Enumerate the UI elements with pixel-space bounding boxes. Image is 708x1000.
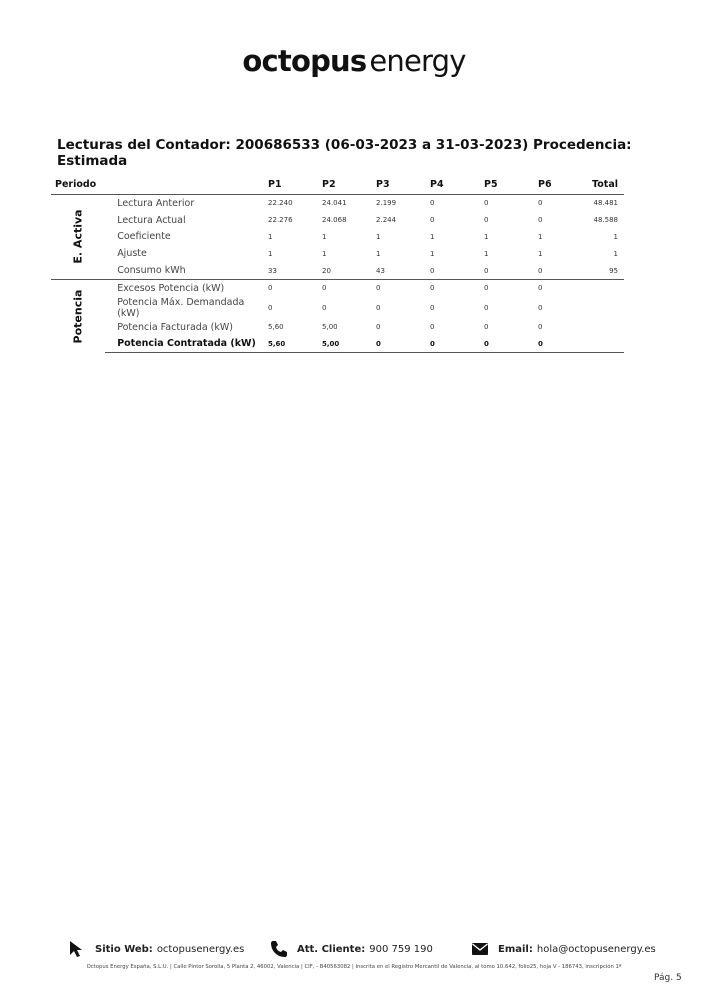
- cell-p3: 0: [372, 279, 426, 296]
- header-total: Total: [588, 175, 624, 195]
- cell-p6: 0: [538, 216, 543, 225]
- cell-p4: 0: [430, 266, 435, 275]
- cell-total: 48.481: [593, 199, 618, 208]
- table-row: [51, 319, 624, 336]
- cell-p2: 0: [318, 279, 372, 296]
- cell-p2: 1: [322, 232, 327, 241]
- logo-word-energy: energy: [369, 44, 466, 78]
- cell-p5: 0: [484, 303, 489, 312]
- cell-p6: 1: [538, 249, 543, 258]
- cell-p4: 1: [430, 249, 435, 258]
- row-label: Potencia Contratada (kW): [105, 336, 264, 353]
- header-periodo: Periodo: [51, 175, 264, 195]
- footer-phone[interactable]: [270, 940, 433, 958]
- table-row: [51, 212, 624, 229]
- cell-p2: 20: [322, 266, 331, 275]
- group-label-e-activa: E. Activa: [71, 209, 85, 265]
- footer-email[interactable]: [471, 940, 656, 958]
- cell-p6: 0: [534, 279, 588, 296]
- page-number: Pág. 5: [654, 973, 682, 983]
- cell-p3: 43: [376, 266, 385, 275]
- cell-p4: 0: [430, 323, 435, 332]
- table-row: [51, 297, 624, 319]
- cell-p5: 0: [480, 279, 534, 296]
- email-value[interactable]: hola@octopusenergy.es: [536, 943, 656, 955]
- row-label: Potencia Facturada (kW): [117, 321, 233, 333]
- cell-total: 1: [613, 249, 618, 258]
- cell-p2: 24.041: [322, 199, 347, 208]
- cell-p2: 5,00: [322, 323, 338, 332]
- cell-p1: 1: [268, 249, 273, 258]
- cell-p3: 1: [376, 232, 381, 241]
- row-label: Lectura Anterior: [117, 197, 195, 209]
- cell-p5: 1: [484, 249, 489, 258]
- cell-p6: 1: [538, 232, 543, 241]
- row-label: Lectura Actual: [117, 214, 186, 226]
- cell-total: 95: [609, 266, 618, 275]
- header-p6: P6: [534, 175, 588, 195]
- cell-p1: 5,60: [268, 323, 284, 332]
- octopus-energy-logo: [0, 44, 708, 78]
- cell-p2: 5,00: [318, 336, 372, 353]
- phone-value[interactable]: 900 759 190: [369, 943, 433, 955]
- cell-p6: 0: [538, 266, 543, 275]
- cell-p2: 0: [322, 303, 327, 312]
- table-row: [51, 336, 624, 353]
- header-p3: P3: [372, 175, 426, 195]
- cell-p1: 33: [268, 266, 277, 275]
- cell-p5: 1: [484, 232, 489, 241]
- cell-p1: 5,60: [264, 336, 318, 353]
- cell-p3: 0: [372, 336, 426, 353]
- cell-total: 48.588: [593, 216, 618, 225]
- cell-p6: 0: [538, 199, 543, 208]
- header-p5: P5: [480, 175, 534, 195]
- cell-p1: 22.276: [268, 216, 293, 225]
- cell-p1: 0: [264, 279, 318, 296]
- cell-p6: 0: [538, 323, 543, 332]
- cell-p4: 0: [430, 303, 435, 312]
- email-label: Email:: [498, 943, 533, 955]
- header-p4: P4: [426, 175, 480, 195]
- section-title: Lecturas del Contador: 200686533 (06-03-2023 a 31-03-2023) Procedencia: Estimada: [57, 137, 632, 169]
- mail-icon: [471, 940, 489, 958]
- cursor-icon: [68, 940, 86, 958]
- cell-p1: 22.240: [268, 199, 293, 208]
- cell-p5: 0: [480, 336, 534, 353]
- row-label: Excesos Potencia (kW): [105, 279, 264, 296]
- cell-p5: 0: [484, 323, 489, 332]
- cell-total: [588, 279, 624, 296]
- cell-p5: 0: [484, 199, 489, 208]
- cell-p4: 0: [426, 336, 480, 353]
- web-value[interactable]: octopusenergy.es: [156, 943, 245, 955]
- cell-p3: 0: [376, 303, 381, 312]
- meter-readings-table: [51, 175, 624, 353]
- logo-word-octopus: octopus: [242, 44, 367, 78]
- table-row: [51, 229, 624, 246]
- cell-total: [588, 297, 624, 319]
- cell-p1: 1: [268, 232, 273, 241]
- phone-icon: [270, 940, 288, 958]
- cell-p5: 0: [484, 266, 489, 275]
- cell-p4: 1: [430, 232, 435, 241]
- cell-total: [588, 319, 624, 336]
- table-row: [51, 245, 624, 262]
- cell-p3: 0: [376, 323, 381, 332]
- cell-p2: 1: [322, 249, 327, 258]
- cell-total: 1: [613, 232, 618, 241]
- header-p2: P2: [318, 175, 372, 195]
- row-label: Coeficiente: [117, 231, 171, 243]
- cell-p6: 0: [538, 303, 543, 312]
- header-p1: P1: [264, 175, 318, 195]
- cell-p3: 2.244: [376, 216, 397, 225]
- cell-p4: 0: [430, 216, 435, 225]
- cell-p2: 24.068: [322, 216, 347, 225]
- cell-p6: 0: [534, 336, 588, 353]
- row-label: Potencia Máx. Demandada (kW): [117, 296, 245, 319]
- cell-p3: 1: [376, 249, 381, 258]
- footer-website[interactable]: [68, 940, 244, 958]
- table-row: [51, 279, 624, 296]
- cell-p5: 0: [484, 216, 489, 225]
- row-label: Ajuste: [117, 248, 147, 260]
- table-row: [51, 262, 624, 279]
- web-label: Sitio Web:: [95, 943, 153, 955]
- cell-p3: 2.199: [376, 199, 397, 208]
- cell-p1: 0: [268, 303, 273, 312]
- footer: [0, 940, 708, 960]
- table-row: [51, 195, 624, 212]
- legal-notice: Octopus Energy España, S.L.U. | Calle Pintor Sorolla, 5 Planta 2, 46002, Valencia | CIF, - B40563082 | Inscrita en el Registro Mercantil de Valencia, al tomo 10.642, folio25, hoja V - 186743, inscripción 1ª: [86, 964, 622, 970]
- row-label: Consumo kWh: [117, 265, 186, 277]
- phone-label: Att. Cliente:: [297, 943, 366, 955]
- cell-p4: 0: [430, 199, 435, 208]
- table-header-row: [51, 175, 624, 195]
- group-label-potencia: Potencia: [51, 279, 105, 352]
- cell-p4: 0: [426, 279, 480, 296]
- cell-total: [588, 336, 624, 353]
